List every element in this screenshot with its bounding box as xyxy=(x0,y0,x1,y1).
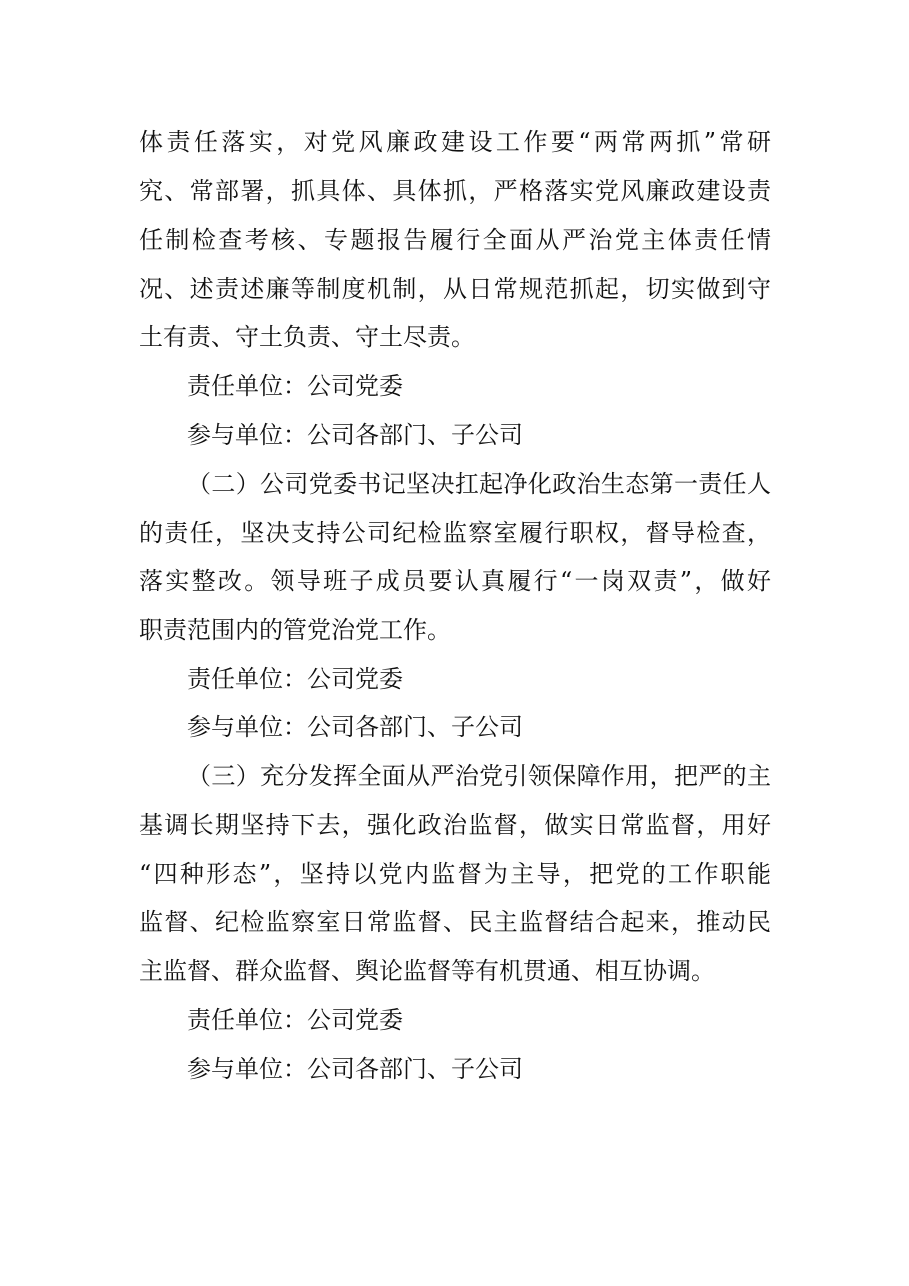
paragraph-1-line-5: 土有责、守土负责、守土尽责。 xyxy=(139,323,475,351)
paragraph-3-line-5: 主监督、群众监督、舆论监督等有机贯通、相互协调。 xyxy=(139,957,715,985)
paragraph-3-line-4: 监督、纪检监察室日常监督、民主监督结合起来，推动民 xyxy=(139,908,771,936)
paragraph-2-line-4: 职责范围内的管党治党工作。 xyxy=(139,616,451,644)
paragraph-2-line-1: （二）公司党委书记坚决扛起净化政治生态第一责任人 xyxy=(187,470,771,498)
paragraph-3-line-2: 基调长期坚持下去，强化政治监督，做实日常监督，用好 xyxy=(139,811,771,839)
paragraph-2-line-3: 落实整改。领导班子成员要认真履行“一岗双责”，做好 xyxy=(139,567,771,595)
responsible-unit-2: 责任单位：公司党委 xyxy=(187,665,403,693)
participating-unit-2: 参与单位：公司各部门、子公司 xyxy=(187,713,523,741)
paragraph-1-line-1: 体责任落实，对党风廉政建设工作要“两常两抓”常研 xyxy=(139,128,771,156)
responsible-unit-3: 责任单位：公司党委 xyxy=(187,1006,403,1034)
participating-unit-1: 参与单位：公司各部门、子公司 xyxy=(187,421,523,449)
paragraph-1-line-4: 况、述责述廉等制度机制，从日常规范抓起，切实做到守 xyxy=(139,275,771,303)
paragraph-2-line-2: 的责任，坚决支持公司纪检监察室履行职权，督导检查， xyxy=(139,519,771,547)
paragraph-3-line-1: （三）充分发挥全面从严治党引领保障作用，把严的主 xyxy=(187,762,771,790)
participating-unit-3: 参与单位：公司各部门、子公司 xyxy=(187,1055,523,1083)
responsible-unit-1: 责任单位：公司党委 xyxy=(187,372,403,400)
paragraph-1-line-3: 任制检查考核、专题报告履行全面从严治党主体责任情 xyxy=(139,226,771,254)
paragraph-3-line-3: “四种形态”，坚持以党内监督为主导，把党的工作职能 xyxy=(139,860,771,888)
paragraph-1-line-2: 究、常部署，抓具体、具体抓，严格落实党风廉政建设责 xyxy=(139,177,771,205)
